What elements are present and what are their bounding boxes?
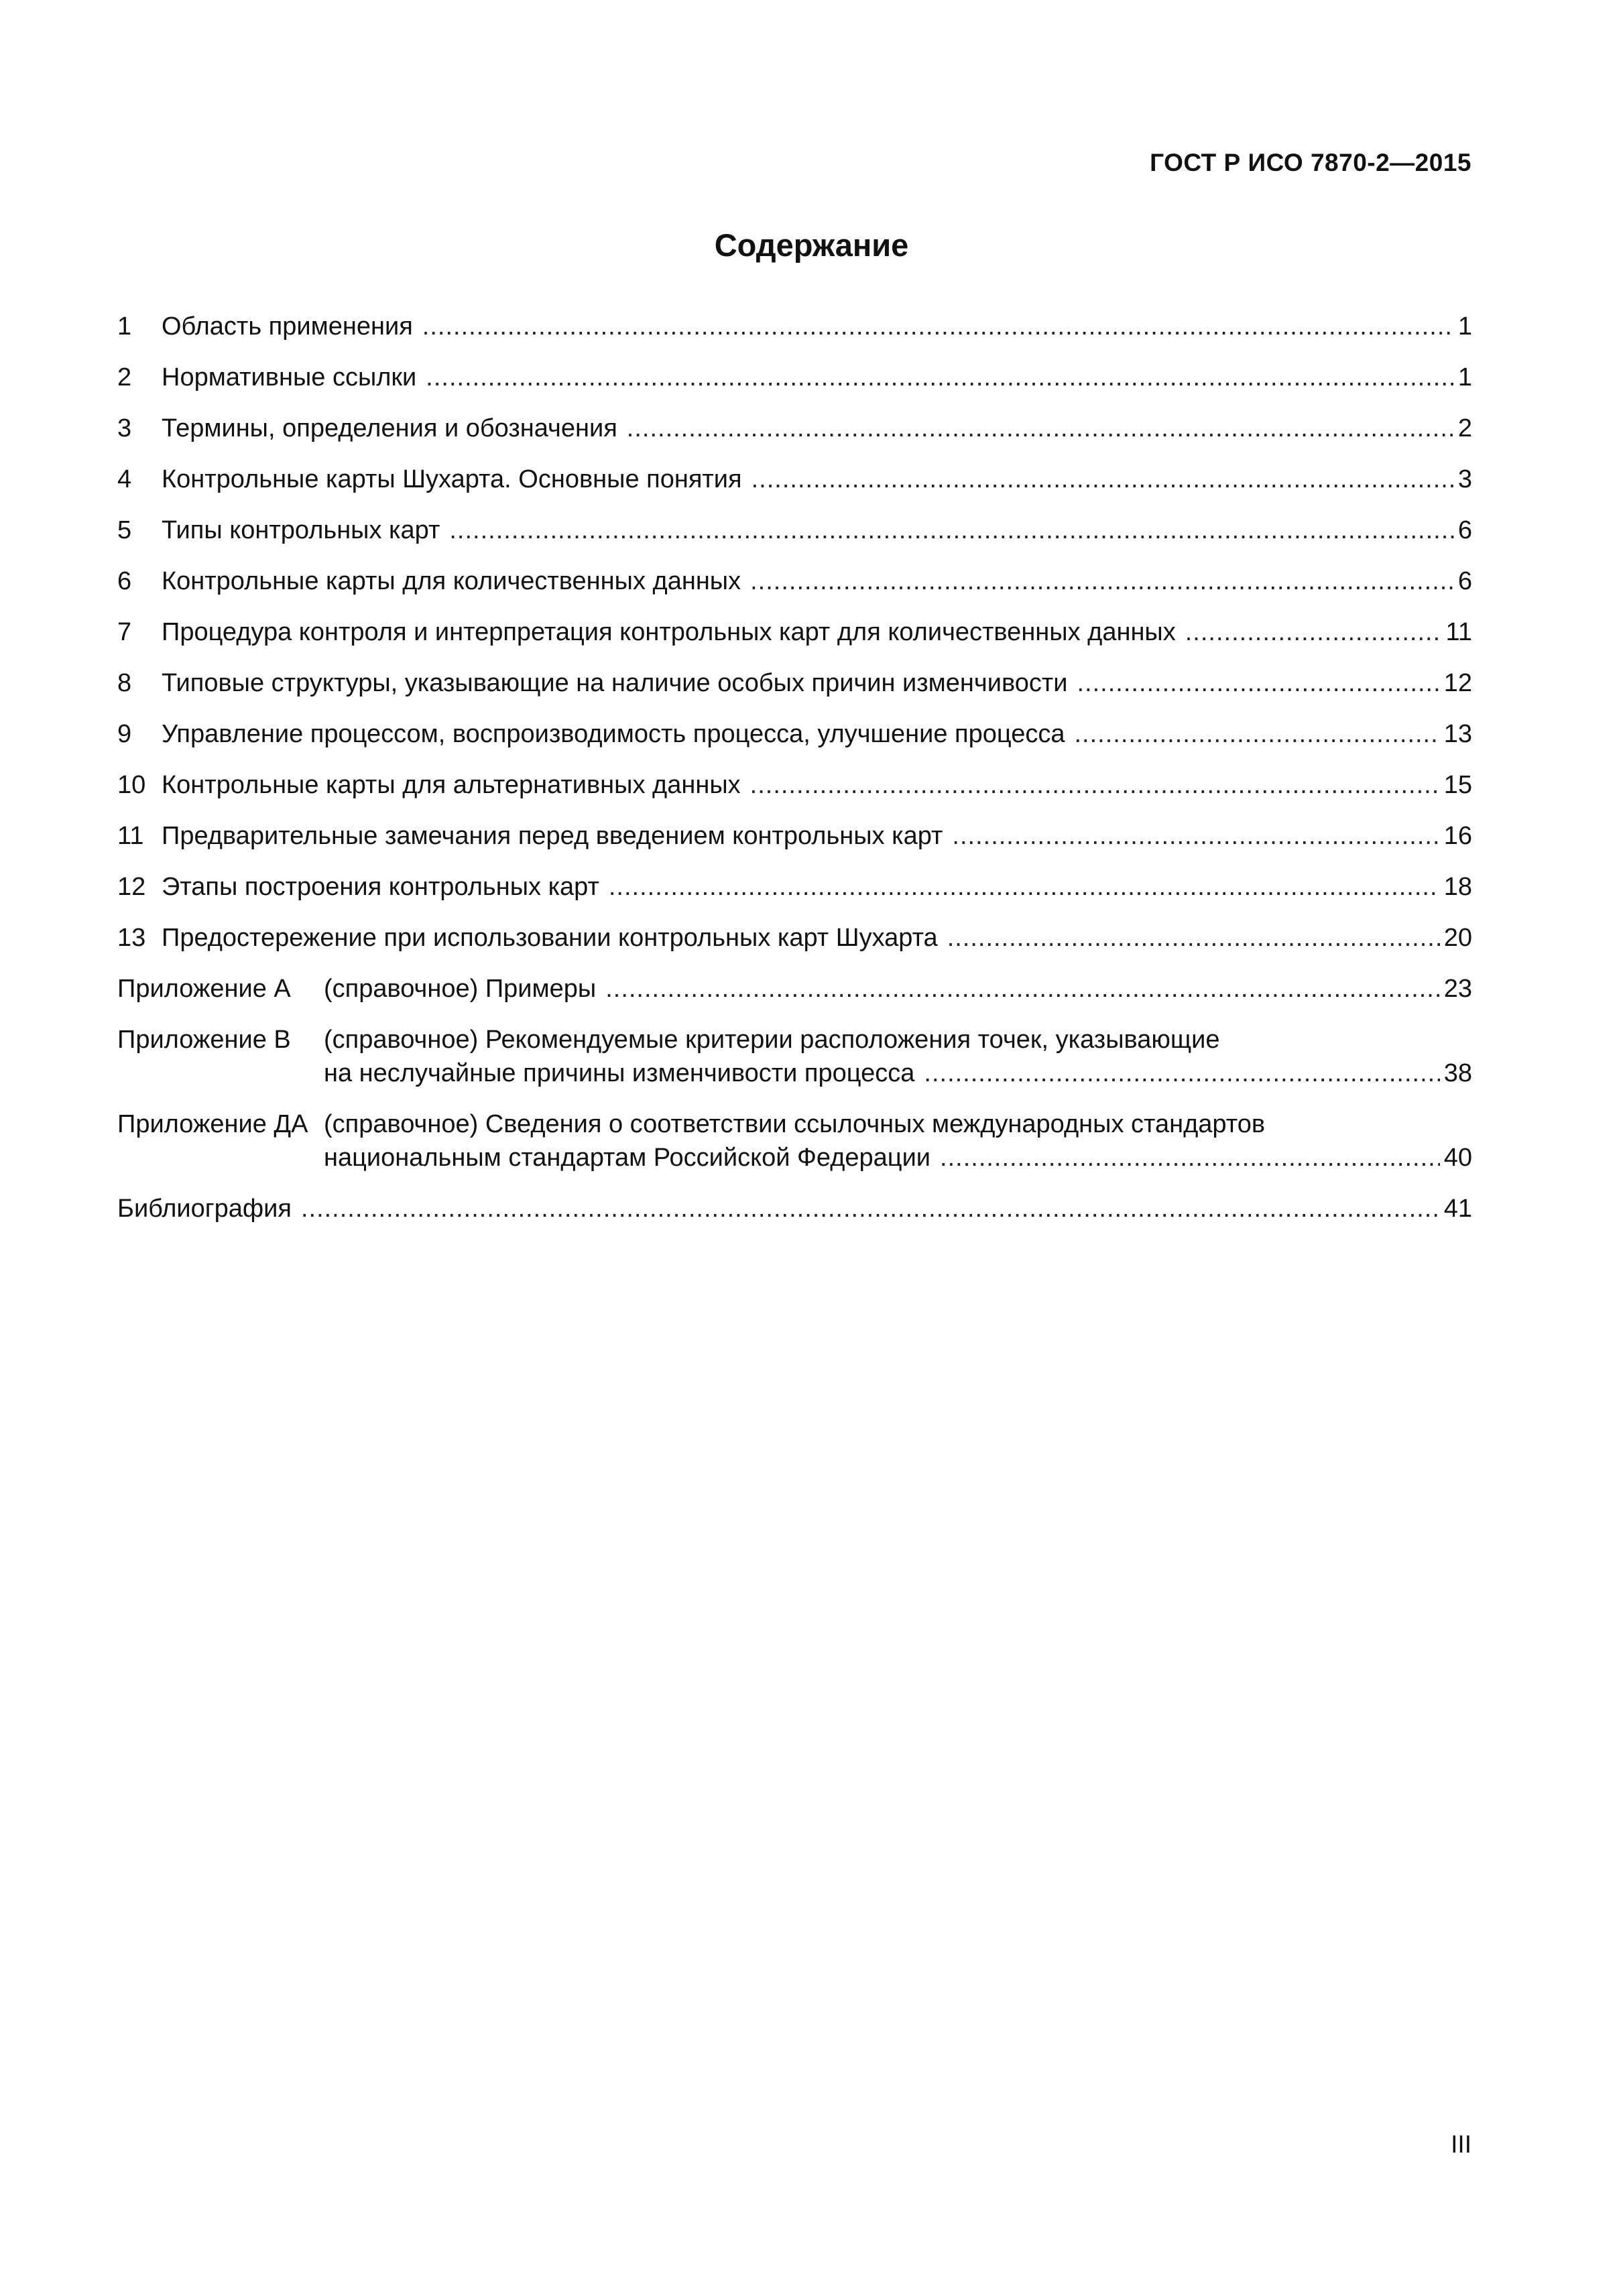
page-number: III [1451,2130,1471,2158]
table-of-contents [117,312,1472,1246]
toc-entry-7[interactable] [117,618,1472,669]
appendix-title-continued: национальным стандартам Российской Федерации [324,1144,931,1172]
toc-appendix-da[interactable] [117,1110,1472,1195]
toc-title: Контрольные карты для количественных данных [162,567,741,595]
toc-page: 41 [1443,1195,1472,1223]
dot-leader [1185,618,1442,647]
toc-page: 20 [1443,924,1472,952]
dot-leader [952,822,1439,851]
toc-bibliography[interactable] [117,1195,1472,1246]
toc-entry-6[interactable] [117,567,1472,618]
toc-entry-11[interactable] [117,822,1472,873]
toc-number: 13 [117,924,146,952]
toc-title: Процедура контроля и интерпретация контрольных карт для количественных данных [162,618,1176,646]
toc-page: 15 [1443,771,1472,799]
appendix-label: Приложение В [117,1026,291,1054]
page-title: Содержание [714,227,909,263]
toc-page: 2 [1457,414,1472,442]
dot-leader [947,924,1440,953]
document-id: ГОСТ Р ИСО 7870-2—2015 [1150,149,1471,176]
toc-entry-1[interactable] [117,312,1472,363]
toc-title: Управление процессом, воспроизводимость процесса, улучшение процесса [162,720,1065,748]
toc-appendix-a[interactable] [117,975,1472,1026]
toc-title: Контрольные карты для альтернативных данных [162,771,741,799]
toc-title: Этапы построения контрольных карт [162,873,599,901]
dot-leader [1077,669,1439,698]
toc-page: 11 [1445,618,1472,646]
toc-title: Типовые структуры, указывающие на наличие особых причин изменчивости [162,669,1068,697]
toc-entry-2[interactable] [117,363,1472,414]
toc-page: 40 [1443,1144,1472,1172]
toc-appendix-b[interactable] [117,1026,1472,1110]
dot-leader [924,1059,1439,1088]
toc-page: 6 [1457,567,1472,595]
toc-number: 9 [117,720,132,748]
toc-entry-9[interactable] [117,720,1472,771]
dot-leader [426,363,1454,392]
appendix-title-continued: на неслучайные причины изменчивости процесса [324,1059,915,1087]
toc-entry-10[interactable] [117,771,1472,822]
appendix-label: Приложение ДА [117,1110,308,1138]
toc-page: 13 [1443,720,1472,748]
dot-leader [449,516,1454,545]
toc-page: 3 [1457,465,1472,493]
dot-leader [301,1195,1440,1223]
toc-entry-8[interactable] [117,669,1472,720]
appendix-title: (справочное) Рекомендуемые критерии расположения точек, указывающие [324,1026,1220,1054]
toc-number: 7 [117,618,132,646]
toc-page: 1 [1457,312,1472,341]
dot-leader [609,873,1440,902]
appendix-title: (справочное) Сведения о соответствии ссылочных международных стандартов [324,1110,1266,1138]
bibliography-title: Библиография [117,1195,292,1223]
toc-number: 10 [117,771,146,799]
dot-leader [752,465,1454,494]
toc-entry-4[interactable] [117,465,1472,516]
toc-title: Термины, определения и обозначения [162,414,617,442]
toc-entry-13[interactable] [117,924,1472,975]
dot-leader [422,312,1454,341]
toc-number: 1 [117,312,132,341]
toc-title: Предварительные замечания перед введением контрольных карт [162,822,943,850]
toc-page: 16 [1443,822,1472,850]
toc-number: 5 [117,516,132,544]
dot-leader [1074,720,1439,749]
toc-number: 11 [117,822,144,850]
toc-number: 3 [117,414,132,442]
toc-title: Предостережение при использовании контрольных карт Шухарта [162,924,938,952]
dot-leader [750,771,1440,800]
dot-leader [750,567,1454,596]
toc-page: 38 [1443,1059,1472,1087]
toc-page: 6 [1457,516,1472,544]
toc-title: Область применения [162,312,413,341]
toc-entry-12[interactable] [117,873,1472,924]
dot-leader [627,414,1454,443]
toc-number: 8 [117,669,132,697]
dot-leader [605,975,1440,1004]
toc-page: 12 [1443,669,1472,697]
toc-page: 23 [1443,975,1472,1003]
toc-title: Нормативные ссылки [162,363,417,391]
appendix-label: Приложение А [117,975,291,1003]
toc-number: 2 [117,363,132,391]
toc-page: 18 [1443,873,1472,901]
appendix-title: (справочное) Примеры [324,975,597,1003]
toc-title: Контрольные карты Шухарта. Основные понятия [162,465,742,493]
toc-entry-5[interactable] [117,516,1472,567]
toc-page: 1 [1457,363,1472,391]
toc-entry-3[interactable] [117,414,1472,465]
dot-leader [940,1144,1440,1172]
toc-number: 4 [117,465,132,493]
toc-title: Типы контрольных карт [162,516,440,544]
toc-number: 12 [117,873,146,901]
toc-number: 6 [117,567,132,595]
